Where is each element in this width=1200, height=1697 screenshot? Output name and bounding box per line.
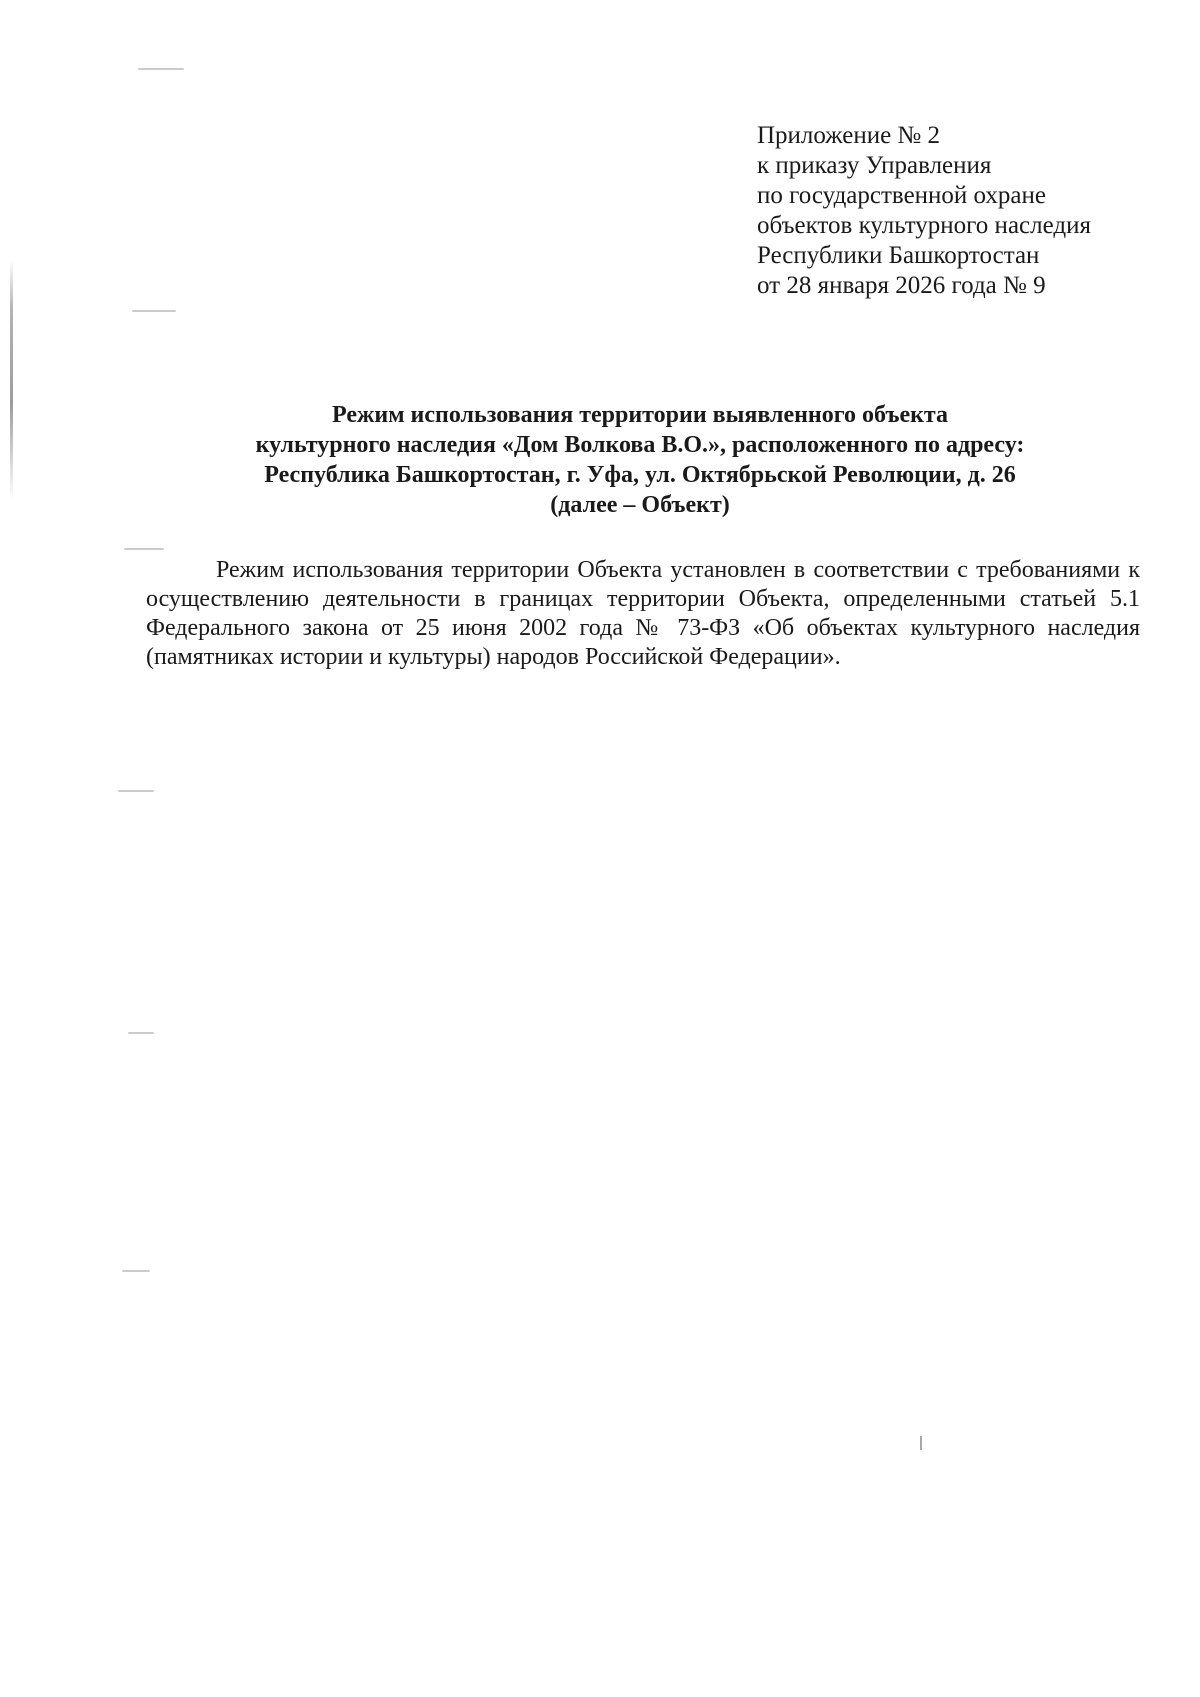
scan-speck [124,548,164,550]
appendix-line: к приказу Управления [757,152,992,179]
scan-speck [128,1032,154,1034]
title-line: (далее – Объект) [550,492,730,518]
scan-speck [132,310,176,312]
title-line: Режим использования территории выявленного объекта [331,402,949,428]
appendix-line: Республики Башкортостан [757,242,1040,269]
appendix-line: Приложение № 2 [757,122,941,149]
scan-edge-artifact [10,260,13,500]
scan-mark [920,1436,922,1450]
appendix-line: по государственной охране [757,182,1047,209]
title-line: Республика Башкортостан, г. Уфа, ул. Октябрьской Революции, д. 26 [264,462,1016,488]
appendix-line: объектов культурного наследия [757,212,1091,239]
title-line: культурного наследия «Дом Волкова В.О.», расположенного по адресу: [255,432,1025,458]
scan-speck [138,68,184,70]
body-paragraph: Режим использования территории Объекта установлен в соответствии с требованиями к осуществлению деятельности в границах территории Объекта, определенными статьей 5.1 Федерального закона от 25 июня 2002 года № 73-ФЗ «Об объектах культурного наследия (памятниках истории и культуры) народов Российской Федерации». [146,557,1140,670]
scan-speck [122,1270,150,1272]
document-title [150,400,1130,520]
scan-speck [118,790,154,792]
appendix-line: от 28 января 2026 года № 9 [757,272,1046,299]
appendix-block [757,121,1177,301]
